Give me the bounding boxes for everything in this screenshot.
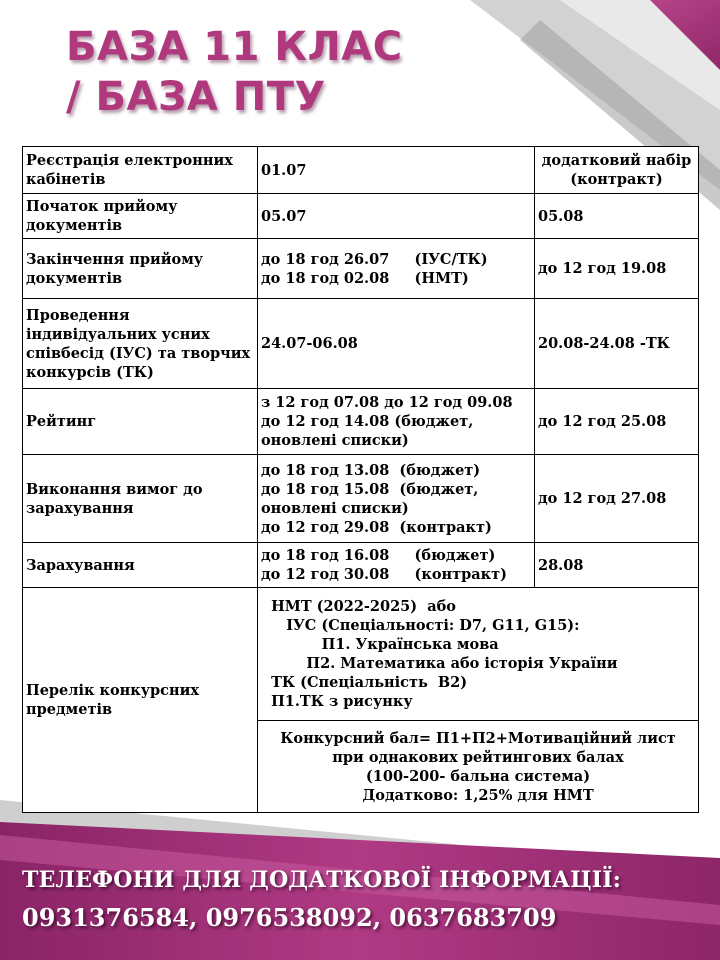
contact-heading: ТЕЛЕФОНИ ДЛЯ ДОДАТКОВОЇ ІНФОРМАЦІЇ: xyxy=(22,867,622,893)
table-row xyxy=(23,543,699,588)
table-row xyxy=(23,147,699,194)
table-row xyxy=(23,194,699,239)
row-label: Перелік конкурсних предметів xyxy=(23,588,258,813)
row-label: Реєстрація електронних кабінетів xyxy=(23,147,258,194)
row-label: Зарахування xyxy=(23,543,258,588)
phone-numbers: 0931376584, 0976538092, 0637683709 xyxy=(22,903,557,932)
score-formula: Конкурсний бал= П1+П2+Мотиваційний лист при однакових рейтингових балах (100-200- бальна система) Додатково: 1,25% для НМТ xyxy=(258,721,699,813)
row-label: Рейтинг xyxy=(23,389,258,455)
row-value-extra: до 12 год 27.08 xyxy=(535,455,699,543)
title-line-2: / БАЗА ПТУ xyxy=(66,74,326,120)
row-value-extra: 20.08-24.08 -ТК xyxy=(535,299,699,389)
table-row xyxy=(23,588,699,721)
row-value-extra: до 12 год 19.08 xyxy=(535,239,699,299)
row-value-main: до 18 год 16.08 (бюджет) до 12 год 30.08 (контракт) xyxy=(258,543,535,588)
table-row xyxy=(23,299,699,389)
row-value-extra: 05.08 xyxy=(535,194,699,239)
row-label: Початок прийому документів xyxy=(23,194,258,239)
table-row xyxy=(23,239,699,299)
row-label: Закінчення прийому документів xyxy=(23,239,258,299)
row-value-extra: додатковий набір (контракт) xyxy=(535,147,699,194)
row-label: Проведення індивідуальних усних співбесід (ІУС) та творчих конкурсів (ТК) xyxy=(23,299,258,389)
row-value-main: 05.07 xyxy=(258,194,535,239)
row-value-main: 24.07-06.08 xyxy=(258,299,535,389)
row-value-main: з 12 год 07.08 до 12 год 09.08 до 12 год 14.08 (бюджет, оновлені списки) xyxy=(258,389,535,455)
row-value-extra: 28.08 xyxy=(535,543,699,588)
row-label: Виконання вимог до зарахування xyxy=(23,455,258,543)
page-title xyxy=(66,22,403,122)
row-value-main: до 18 год 26.07 (ІУС/ТК) до 18 год 02.08 (НМТ) xyxy=(258,239,535,299)
schedule-table xyxy=(22,146,699,813)
row-value-main: 01.07 xyxy=(258,147,535,194)
table-row xyxy=(23,389,699,455)
contact-footer xyxy=(22,862,621,938)
title-line-1: БАЗА 11 КЛАС xyxy=(66,24,403,70)
table-row xyxy=(23,455,699,543)
row-value-extra: до 12 год 25.08 xyxy=(535,389,699,455)
subjects-list: НМТ (2022-2025) або ІУС (Спеціальності: D7, G11, G15): П1. Українська мова П2. Математика або історія України ТК (Спеціальність В2) П1.ТК з рисунку xyxy=(258,588,699,721)
row-value-main: до 18 год 13.08 (бюджет) до 18 год 15.08 (бюджет, оновлені списки) до 12 год 29.08 (контракт) xyxy=(258,455,535,543)
